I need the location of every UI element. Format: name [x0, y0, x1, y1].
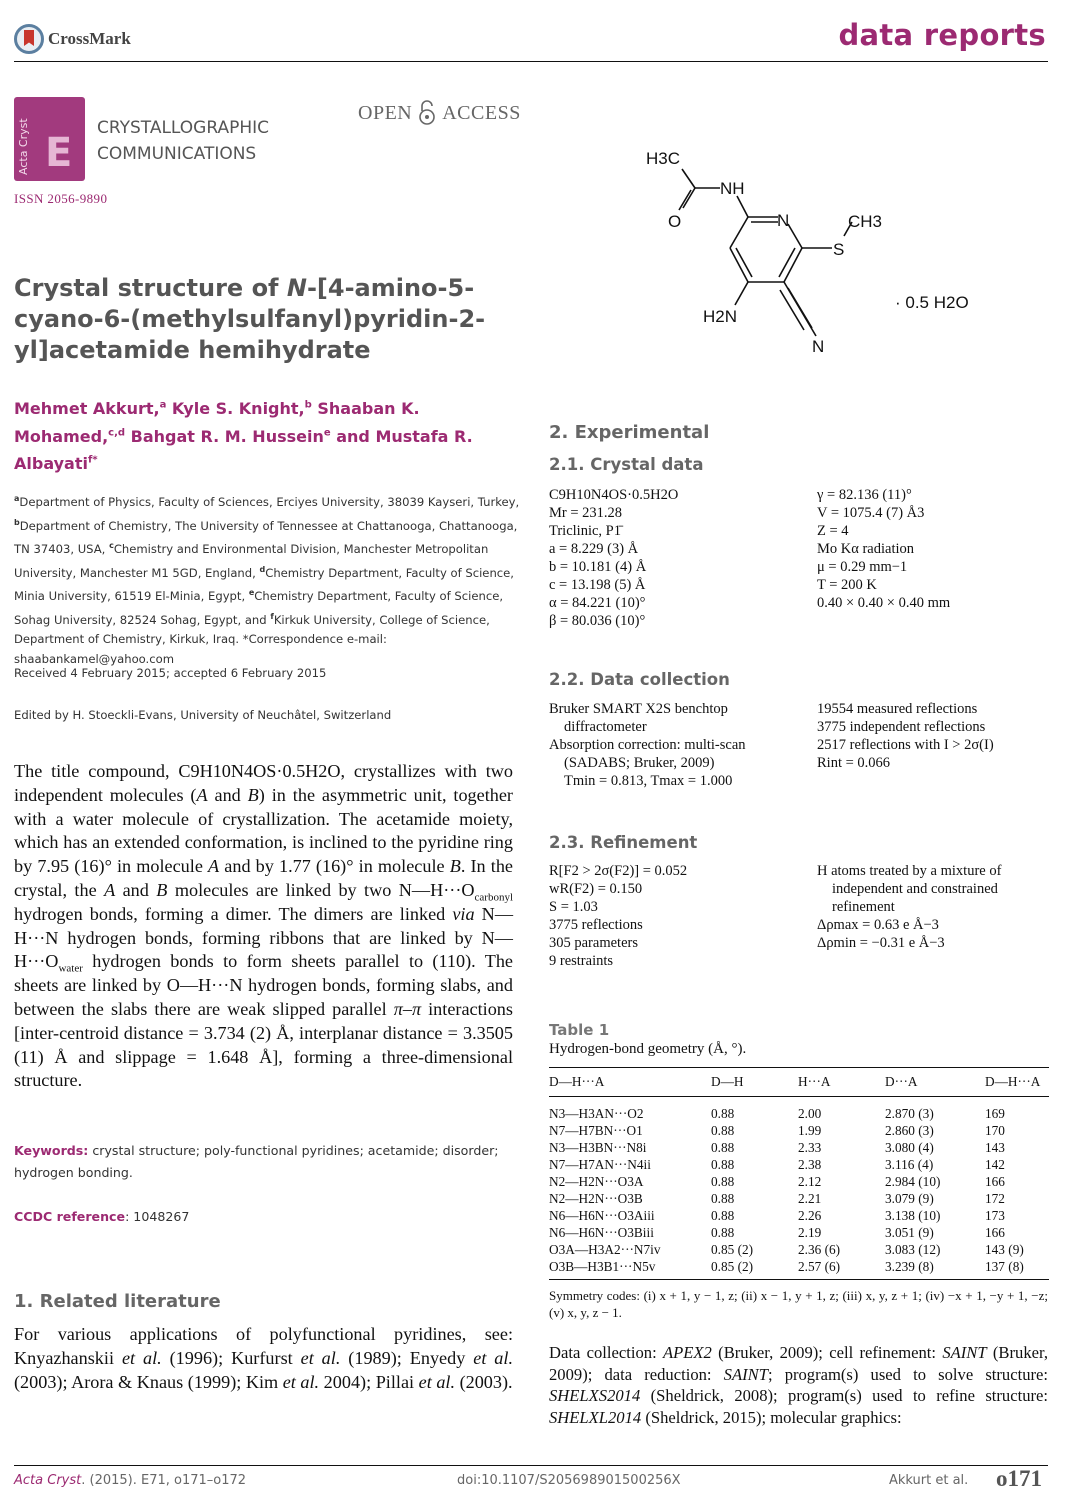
footer-citation	[14, 1473, 246, 1488]
crystal-data-item: γ = 82.136 (11)°	[817, 487, 912, 503]
crystal-data-item: T = 200 K	[817, 577, 877, 593]
journal-name	[97, 115, 269, 167]
table-cell: 2.57 (6)	[798, 1258, 885, 1280]
chemical-scheme	[640, 140, 980, 365]
refinement-left	[549, 862, 687, 970]
atom-label-o: O	[668, 212, 682, 231]
footer-authors: Akkurt et al.	[889, 1473, 969, 1488]
crystal-data-right	[817, 486, 950, 612]
table-row	[549, 1224, 1049, 1241]
hydrate-label: · 0.5 H2O	[895, 293, 969, 312]
table-row	[549, 1241, 1049, 1258]
table-cell: 3.079 (9)	[885, 1191, 934, 1206]
affiliation: Department of Physics, Faculty of Sciences, Erciyes University, 38039 Kayseri, Turkey,	[19, 494, 520, 509]
table-cell: 3.138 (10)	[885, 1208, 941, 1223]
subsection-heading-crystal-data: 2.1. Crystal data	[549, 455, 704, 474]
issn: ISSN 2056-9890	[14, 191, 108, 206]
table-cell: 3.051 (9)	[885, 1225, 934, 1240]
header-rule	[14, 61, 1048, 62]
table-cell: 0.88	[711, 1106, 735, 1121]
author[interactable]: and Mustafa R. Albayati$^{f*}$	[14, 426, 473, 473]
crystal-data-item: 0.40 × 0.40 × 0.40 mm	[817, 595, 951, 611]
bond	[779, 248, 795, 277]
table-cell: 137 (8)	[985, 1258, 1049, 1280]
table-cell: O3B—H3B1···N5v	[549, 1258, 711, 1280]
table-cell: N3—H3BN···N8i	[549, 1140, 647, 1155]
table-cell: 169	[985, 1106, 1005, 1121]
crystal-data-item: a = 8.229 (3) Å	[549, 541, 639, 557]
editor-line: Edited by H. Stoeckli-Evans, University of Neuchâtel, Switzerland	[14, 708, 392, 722]
affiliation: Chemistry and Environmental Division, Manchester Metropolitan University, Manchester M1 5GD, England,	[14, 541, 489, 580]
bond	[683, 188, 695, 208]
received-date: Received 4 February 2015; accepted 6 February 2015	[14, 666, 327, 680]
table-cell: 166	[985, 1225, 1005, 1240]
footer-doi[interactable]: doi:10.1107/S205698901500256X	[457, 1473, 681, 1488]
footer-journal: Acta Cryst	[14, 1473, 82, 1488]
atom-label-ch3: CH3	[848, 212, 883, 231]
table-cell: 2.12	[798, 1174, 822, 1189]
refinement-item: 9 restraints	[549, 953, 614, 969]
journal-logo	[14, 97, 85, 181]
table-cell: 3.116 (4)	[885, 1157, 934, 1172]
atom-label-h3c: H3C	[646, 149, 681, 168]
table-row	[549, 1258, 1049, 1280]
crossmark-badge[interactable]	[14, 24, 131, 54]
table-cell: 0.88	[711, 1140, 735, 1155]
author[interactable]: Kyle S. Knight,$^b$	[166, 399, 312, 419]
table-cell: 2.36 (6)	[798, 1242, 841, 1257]
crystal-data-item: Triclinic, P1̄	[549, 523, 621, 539]
refinement-item: R[F2 > 2σ(F2)] = 0.052	[549, 863, 688, 879]
author[interactable]: Shaaban K. Mohamed,$^{c,d}$	[14, 399, 420, 446]
title-part: Crystal structure of	[14, 274, 287, 302]
atom-label-nitrile-n: N	[812, 337, 825, 356]
table-row	[549, 1139, 1049, 1156]
footer-volume: . (2015). E71, o171–o172	[81, 1473, 247, 1488]
table-cell: 2.21	[798, 1191, 822, 1206]
bond	[730, 217, 748, 248]
table-header-row	[549, 1068, 1049, 1097]
crystal-data-left	[549, 486, 678, 630]
table-row	[549, 1156, 1049, 1173]
table-row	[549, 1122, 1049, 1139]
title-part: -[4-amino-5-cyano-6-(methylsulfanyl)pyridin-2-yl]acetamide hemihydrate	[14, 274, 486, 364]
bond	[737, 196, 748, 217]
footer-rule	[14, 1465, 1048, 1466]
table-cell: 2.984 (10)	[885, 1174, 941, 1189]
data-collection-item: Tmin = 0.813, Tmax = 1.000	[564, 773, 733, 789]
crystal-data-item: Mo Kα radiation	[817, 541, 914, 557]
table-cell: 2.19	[798, 1225, 822, 1240]
table-cell: N3—H3AN···O2	[549, 1106, 644, 1121]
section-heading-related-literature: 1. Related literature	[14, 1291, 221, 1312]
affiliations: $^a$Department of Physics, Faculty of Sciences, Erciyes University, 38039 Kayseri, Turkey, $^b$Department of Chemistry, The University of Tennessee at Chattanooga, Chattanooga, TN 37403, USA, $^c$Chemistry and Environmental Division, Manchester Metropolitan University, Manchester M1 5GD, England, $^d$Chemistry Department, Faculty of Science, Minia University, 61519 El-Minia, Egypt, $^e$Chemistry Department, Faculty of Science, Sohag University, 82524 Sohag, Egypt, and $^f$Kirkuk University, College of Science, Department of Chemistry, Kirkuk, Iraq. *Correspondence e-mail: shaabankamel@yahoo.com	[14, 494, 520, 667]
data-collection-right	[817, 700, 994, 772]
journal-name-line1: CRYSTALLOGRAPHIC	[97, 118, 270, 138]
symmetry-codes: Symmetry codes: (i) x + 1, y − 1, z; (ii) x − 1, y + 1, z; (iii) x, y, z + 1; (iv) −x + 1, −y + 1, −z; (v) x, y, z − 1.	[549, 1288, 1048, 1320]
refinement-item: 3775 reflections	[549, 917, 643, 933]
author-list	[14, 394, 524, 476]
table-cell: 0.88	[711, 1157, 735, 1172]
table-row	[549, 1097, 1049, 1123]
data-collection-item: Bruker SMART X2S benchtop	[549, 701, 728, 717]
journal-name-line2: COMMUNICATIONS	[97, 144, 257, 164]
refinement-item: H atoms treated by a mixture of	[817, 863, 1002, 879]
crystal-data-item: β = 80.036 (10)°	[549, 613, 646, 629]
table-cell: 2.870 (3)	[885, 1106, 934, 1121]
table-row	[549, 1173, 1049, 1190]
table-cell: 2.860 (3)	[885, 1123, 934, 1138]
affiliation: Chemistry Department, Faculty of Science, Minia University, 61519 El-Minia, Egypt,	[14, 565, 514, 604]
data-collection-item: 2517 reflections with I > 2σ(I)	[817, 737, 994, 753]
table-cell: 172	[985, 1191, 1005, 1206]
affiliation: Department of Chemistry, The University of Tennessee at Chattanooga, Chattanooga, TN 37403, USA,	[14, 518, 518, 556]
data-collection-item: diffractometer	[564, 719, 647, 735]
table-cell: 142	[985, 1157, 1005, 1172]
crystal-data-item: V = 1075.4 (7) Å3	[817, 505, 925, 521]
section-label: data reports	[838, 18, 1046, 52]
journal-logo-text: Acta Cryst	[17, 118, 30, 175]
table-cell: 3.080 (4)	[885, 1140, 934, 1155]
table-cell: 0.88	[711, 1208, 735, 1223]
atom-label-h2n: H2N	[703, 307, 738, 326]
table-cell: 173	[985, 1208, 1005, 1223]
crystal-data-item: b = 10.181 (4) Å	[549, 559, 647, 575]
title-italic: N	[286, 274, 307, 302]
subsection-heading-data-collection: 2.2. Data collection	[549, 670, 730, 689]
refinement-item: wR(F2) = 0.150	[549, 881, 643, 897]
crystal-data-item: c = 13.198 (5) Å	[549, 577, 646, 593]
atom-label-ring-n: N	[777, 211, 790, 230]
open-access-right: ACCESS	[442, 101, 521, 124]
table-cell: 2.26	[798, 1208, 822, 1223]
crystal-data-item: μ = 0.29 mm−1	[817, 559, 908, 575]
atom-label-nh: NH	[720, 179, 745, 198]
section-heading-experimental: 2. Experimental	[549, 422, 710, 443]
table-cell: 0.88	[711, 1174, 735, 1189]
keywords	[14, 1140, 514, 1184]
open-lock-icon	[418, 100, 436, 126]
column-header: D—H···A	[985, 1068, 1049, 1097]
table-cell: 2.00	[798, 1106, 822, 1121]
journal-logo-letter: E	[45, 130, 73, 176]
table-cell: N2—H2N···O3A	[549, 1174, 644, 1189]
table-cell: 3.239 (8)	[885, 1258, 985, 1280]
column-header: D—H···A	[549, 1068, 711, 1097]
table-cell: 0.85 (2)	[711, 1258, 798, 1280]
article-title	[14, 273, 524, 366]
open-access-badge	[358, 100, 521, 126]
ccdc-label[interactable]: CCDC reference	[14, 1209, 126, 1224]
related-literature: For various applications of polyfunctional pyridines, see: Knyazhanskii et al. (1996); Kurfurst et al. (1989); Enyedy et al. (2003); Arora & Knaus (1999); Kim et al. 2004); Pillai et al. (2003).	[14, 1324, 513, 1392]
refinement-item: refinement	[832, 899, 895, 915]
data-collection-item: (SADABS; Bruker, 2009)	[564, 755, 715, 771]
table-cell: 0.85 (2)	[711, 1242, 754, 1257]
refinement-right	[817, 862, 1001, 952]
table-row	[549, 1207, 1049, 1224]
table-cell: 0.88	[711, 1123, 735, 1138]
keywords-list: crystal structure; poly-functional pyridines; acetamide; disorder; hydrogen bonding.	[14, 1143, 499, 1180]
formula: C9H10N4OS·0.5H2O	[178, 761, 341, 781]
column-header: D—H	[711, 1068, 798, 1097]
crystal-data-item: Z = 4	[817, 523, 849, 539]
data-collection-item: Rint = 0.066	[817, 755, 891, 771]
hydrogen-bond-table	[549, 1067, 1049, 1280]
table-cell: N7—H7AN···N4ii	[549, 1157, 651, 1172]
abstract: The title compound, C9H10N4OS·0.5H2O, crystallizes with two independent molecules (A and B) in the asymmetric unit, together with a water molecule of crystallization. The acetamide moiety, which has an extended conformation, is inclined to the pyridine ring by 7.95 (16)° in molecule A and by 1.77 (16)° in molecule B. In the crystal, the A and B molecules are linked by two $N—H\cdot\cdot\cdot O_{carbonyl}$ hydrogen bonds, forming a dimer. The dimers are linked via N—H···N hydrogen bonds, forming ribbons that are linked by $N—H\cdot\cdot\cdot O_{water}$ hydrogen bonds to form sheets parallel to (110). The sheets are linked by O—H···N hydrogen bonds, forming slabs, and between the slabs there are weak slipped parallel π–π interactions [inter-centroid distance = 3.734 (2) Å, interplanar distance = 3.3505 (11) Å and slippage = 1.648 Å], forming a three-dimensional structure.	[14, 761, 514, 1091]
table-caption: Hydrogen-bond geometry (Å, °).	[549, 1041, 747, 1057]
crossmark-label: CrossMark	[48, 29, 131, 48]
table-cell: 143	[985, 1140, 1005, 1155]
table-label: Table 1	[549, 1021, 610, 1039]
keywords-label: Keywords:	[14, 1143, 89, 1158]
column-header: H···A	[798, 1068, 885, 1097]
crossmark-icon	[14, 24, 44, 54]
atom-label-s: S	[833, 240, 845, 259]
table-cell: N7—H7BN···O1	[549, 1123, 643, 1138]
author[interactable]: Bahgat R. M. Hussein$^e$	[125, 426, 331, 446]
bond	[735, 282, 748, 305]
crystal-data-item: C9H10N4OS·0.5H2O	[549, 487, 679, 503]
refinement-item: 305 parameters	[549, 935, 638, 951]
table-cell: 166	[985, 1174, 1005, 1189]
table-cell: 2.33	[798, 1140, 822, 1155]
bond	[682, 169, 695, 188]
page-number: o171	[996, 1466, 1042, 1491]
crystal-data-item: α = 84.221 (10)°	[549, 595, 646, 611]
table-cell: 1.99	[798, 1123, 822, 1138]
table-cell: 3.083 (12)	[885, 1242, 941, 1257]
refinement-item: independent and constrained	[832, 881, 998, 897]
affiliation: Chemistry Department, Faculty of Science, Sohag University, 82524 Sohag, Egypt, and	[14, 589, 504, 627]
data-collection-item: Absorption correction: multi-scan	[549, 737, 746, 753]
table-cell: N2—H2N···O3B	[549, 1191, 643, 1206]
ccdc-value: : 1048267	[125, 1209, 190, 1224]
column-header: D···A	[885, 1068, 985, 1097]
table-cell: N6—H6N···O3Biii	[549, 1225, 654, 1240]
data-collection-item: 3775 independent reflections	[817, 719, 986, 735]
refinement-item: Δρmax = 0.63 e Å−3	[817, 917, 939, 933]
table-cell: O3A—H3A2···N7iv	[549, 1242, 661, 1257]
refinement-item: Δρmin = −0.31 e Å−3	[817, 935, 945, 951]
open-access-left: OPEN	[358, 101, 413, 124]
refinement-item: S = 1.03	[549, 899, 598, 915]
bond	[679, 190, 691, 210]
data-collection-left	[549, 700, 746, 790]
data-collection-item: 19554 measured reflections	[817, 701, 978, 717]
table-cell: 143 (9)	[985, 1242, 1024, 1257]
table-cell: N6—H6N···O3Aiii	[549, 1208, 655, 1223]
table-cell: 170	[985, 1123, 1005, 1138]
table-cell: 2.38	[798, 1157, 822, 1172]
affiliation: Kirkuk University, College of Science, Department of Chemistry, Kirkuk, Iraq. *Correspondence e-mail: shaabankamel@yahoo.com	[14, 612, 490, 667]
table-cell: 0.88	[711, 1191, 735, 1206]
bond	[788, 224, 802, 248]
table-row	[549, 1190, 1049, 1207]
author[interactable]: Mehmet Akkurt,$^a$	[14, 399, 167, 419]
software-statement: Data collection: APEX2 (Bruker, 2009); cell refinement: SAINT (Bruker, 2009); data reduction: SAINT; program(s) used to solve structure: SHELXS2014 (Sheldrick, 2008); program(s) used to refine structure: SHELXL2014 (Sheldrick, 2015); molecular graphics:	[549, 1343, 1048, 1427]
table-cell: 0.88	[711, 1225, 735, 1240]
ccdc-reference	[14, 1209, 189, 1224]
crystal-data-item: Mr = 231.28	[549, 505, 623, 521]
subsection-heading-refinement: 2.3. Refinement	[549, 833, 698, 852]
